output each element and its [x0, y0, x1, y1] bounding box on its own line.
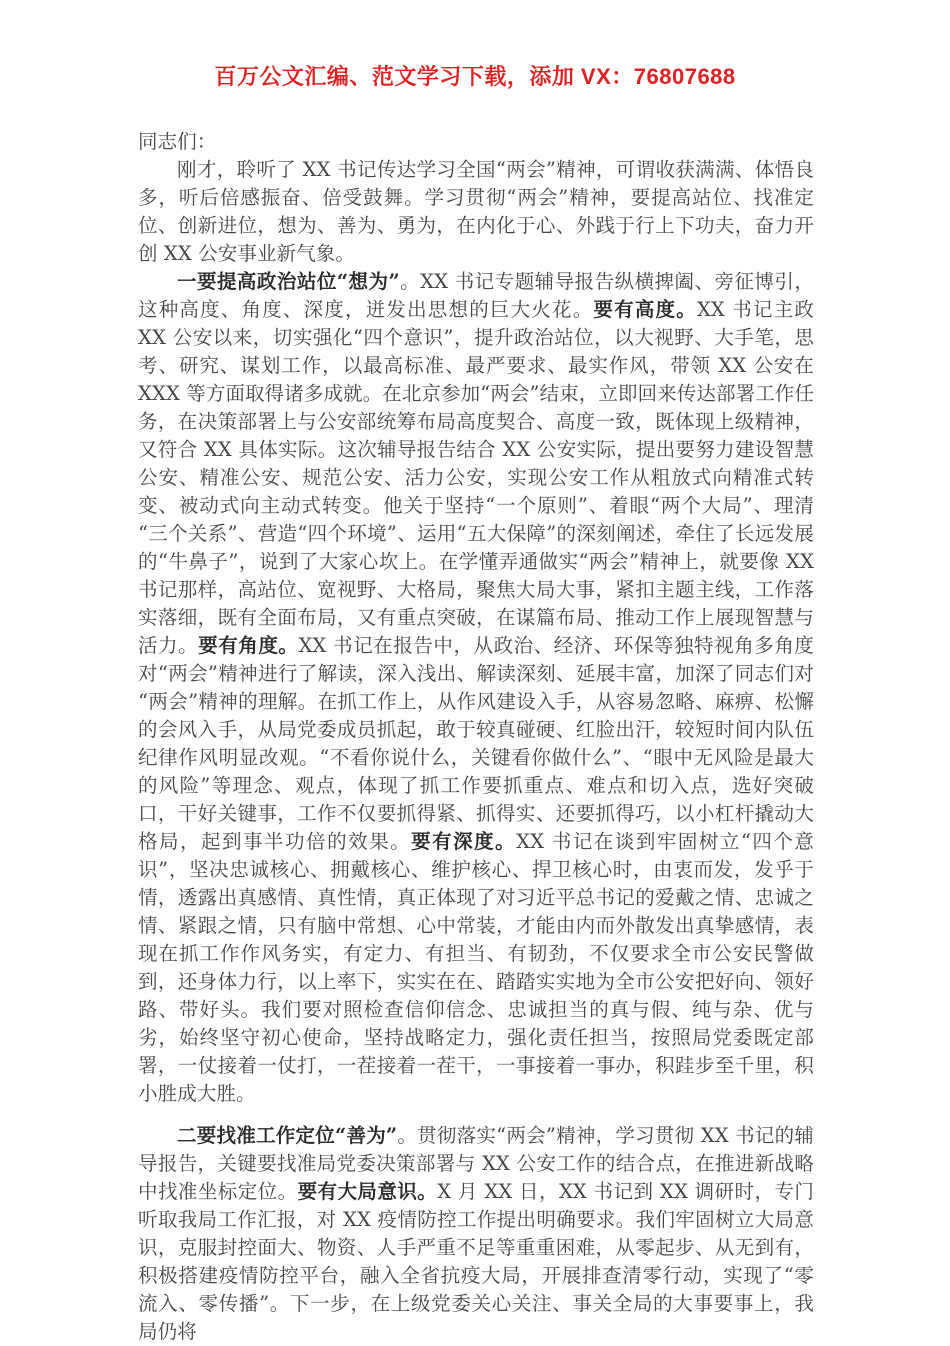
bold-run: 要有大局意识。: [297, 1180, 438, 1203]
text-run: XX 书记在报告中，从政治、经济、环保等独特视角多角度对“两会”精神进行了解读，深入浅出、解读深刻、延展丰富，加深了同志们对“两会”精神的理解。在抓工作上，从作风建设入手，从容易忽略、麻痹、松懈的会风入手，从局党委成员抓起，敢于较真碰硬、红脸出汗，较短时间内队伍纪律作风明显改观。“不看你说什么，关键看你做什么”、“眼中无风险是最大的风险”等理念、观点，体现了抓工作要抓重点、难点和切入点，选好突破口，干好关键事，工作不仅要抓得紧、抓得实、还要抓得巧，以小杠杆撬动大格局，起到事半功倍的效果。: [138, 634, 814, 853]
text-run: X 月 XX 日，XX 书记到 XX 调研时，专门听取我局工作汇报，对 XX 疫情防控工作提出明确要求。我们牢固树立大局意识，克服封控面大、物资、人手严重不足等重重困难，从零起步、从无到有，积极搭建疫情防控平台，融入全省抗疫大局，开展排查清零行动，实现了“零流入、零传播”。下一步，在上级党委关心关注、事关全局的大事要事上，我局仍将: [138, 1180, 814, 1343]
text-run: 刚才，聆听了 XX 书记传达学习全国“两会”精神，可谓收获满满、体悟良多，听后倍感振奋、倍受鼓舞。学习贯彻“两会”精神，要提高站位、找准定位、创新进位，想为、善为、勇为，在内化于心、外践于行上下功夫，奋力开创 XX 公安事业新气象。: [138, 158, 814, 265]
text-run: XX 书记主政 XX 公安以来，切实强化“四个意识”，提升政治站位，以大视野、大手笔，思考、研究、谋划工作，以最高标准、最严要求、最实作风，带领 XX 公安在 XXX 等方面取得诸多成就。在北京参加“两会”结束，立即回来传达部署工作任务，在决策部署上与公安部统筹布局高度契合、高度一致，既体现上级精神，又符合 XX 具体实际。这次辅导报告结合 XX 公安实际，提出要努力建设智慧公安、精准公安、规范公安、活力公安，实现公安工作从粗放式向精准式转变、被动式向主动式转变。他关于坚持“一个原则”、着眼“两个大局”、理清“三个关系”、营造“四个环境”、运用“五大保障”的深刻阐述，牵住了长远发展的“牛鼻子”，说到了大家心坎上。在学懂弄通做实“两会”精神上，就要像 XX 书记那样，高站位、宽视野、大格局，聚焦大局大事，紧扣主题主线，工作落实落细，既有全面布局，又有重点突破，在谋篇布局、推动工作上展现智慧与活力。: [138, 298, 815, 657]
text-run: 。贯彻落实“两会”精神，学习贯彻 XX 书记的辅导报告，关键要找准局党委决策部署与 XX 公安工作的结合点，在推进新战略中找准坐标定位。: [138, 1124, 815, 1203]
bold-run: 二要找准工作定位“善为”: [177, 1124, 398, 1147]
bold-run: 一要提高政治站位“想为”: [177, 270, 400, 293]
text-run: 。XX 书记专题辅导报告纵横捭阖、旁征博引，这种高度、角度、深度，迸发出思想的巨大火花。: [138, 270, 814, 321]
paragraph-section-one: [138, 268, 814, 1108]
bold-run: 要有高度。: [593, 298, 697, 321]
paragraph-host: [138, 156, 814, 1346]
bold-run: 要有深度。: [411, 830, 517, 853]
text-run: XX 书记在谈到牢固树立“四个意识”，坚决忠诚核心、拥戴核心、维护核心、捍卫核心时，由衷而发，发乎于情，透露出真感情、真性情，真正体现了对习近平总书记的爱戴之情、忠诚之情、紧跟之情，只有脑中常想、心中常装，才能由内而外散发出真挚感情，表现在抓工作作风务实，有定力、有担当、有韧劲，不仅要求全市公安民警做到，还身体力行，以上率下，实实在在、踏踏实实地为全市公安把好向、领好路、带好头。我们要对照检查信仰信念、忠诚担当的真与假、纯与杂、优与劣，始终坚守初心使命，坚持战略定力，强化责任担当，按照局党委既定部署，一仗接着一仗打，一茬接着一茬干，一事接着一事办，积跬步至千里，积小胜成大胜。: [138, 830, 814, 1105]
salutation: 同志们：: [138, 130, 217, 153]
promo-banner-text: 百万公文汇编、范文学习下载，添加 VX：76807688: [214, 64, 736, 89]
bold-run: 要有角度。: [198, 634, 299, 657]
paragraph-section-two: [138, 1122, 814, 1346]
paragraph-intro: [138, 156, 814, 268]
document-text-column: [138, 128, 814, 1346]
